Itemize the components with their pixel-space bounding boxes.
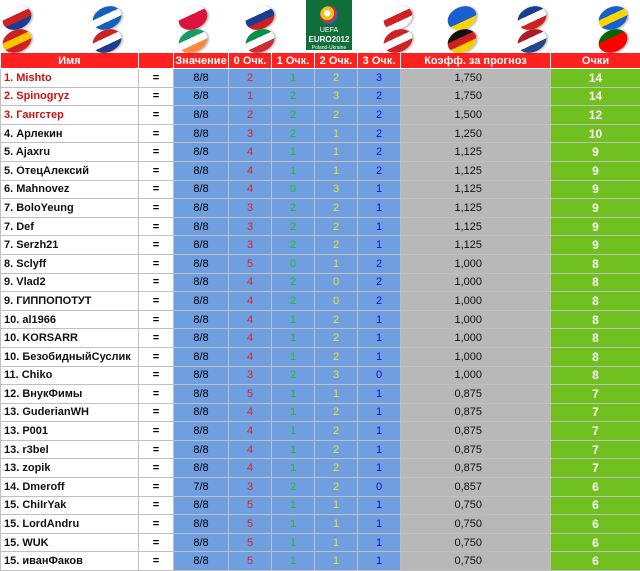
cell-c3[interactable]: 1	[358, 533, 401, 552]
cell-coef[interactable]: 1,000	[401, 310, 551, 329]
cell-name[interactable]: 13. GuderianWH	[1, 403, 139, 422]
table-row[interactable]	[1, 533, 640, 552]
cell-c0[interactable]: 5	[229, 496, 272, 515]
cell-val[interactable]: 8/8	[174, 236, 229, 255]
table-row[interactable]	[1, 403, 640, 422]
cell-pts[interactable]: 12	[551, 106, 640, 125]
cell-c1[interactable]: 1	[272, 459, 315, 478]
cell-c0[interactable]: 4	[229, 292, 272, 311]
header-name[interactable]: Имя	[1, 53, 139, 69]
cell-c1[interactable]: 2	[272, 292, 315, 311]
cell-eq[interactable]: =	[139, 292, 174, 311]
cell-c2[interactable]: 3	[315, 366, 358, 385]
cell-val[interactable]: 8/8	[174, 533, 229, 552]
cell-pts[interactable]: 6	[551, 533, 640, 552]
cell-c2[interactable]: 2	[315, 440, 358, 459]
cell-c1[interactable]: 1	[272, 533, 315, 552]
cell-c1[interactable]: 2	[272, 273, 315, 292]
cell-c2[interactable]: 2	[315, 422, 358, 441]
cell-name[interactable]: 6. Mahnovez	[1, 180, 139, 199]
cell-eq[interactable]: =	[139, 403, 174, 422]
cell-pts[interactable]: 7	[551, 422, 640, 441]
cell-eq[interactable]: =	[139, 236, 174, 255]
flags-banner	[0, 0, 640, 52]
cell-val[interactable]: 8/8	[174, 87, 229, 106]
header-0pts[interactable]: 0 Очк.	[229, 53, 272, 69]
table-row[interactable]	[1, 217, 640, 236]
cell-c0[interactable]: 1	[229, 87, 272, 106]
cell-coef[interactable]: 0,750	[401, 533, 551, 552]
euro-logo-subtitle: Poland-Ukraine	[306, 44, 352, 53]
cell-name[interactable]: 9. Vlad2	[1, 273, 139, 292]
cell-eq[interactable]: =	[139, 254, 174, 273]
cell-pts[interactable]: 9	[551, 143, 640, 162]
cell-c2[interactable]: 1	[315, 552, 358, 571]
cell-c2[interactable]: 3	[315, 180, 358, 199]
table-row[interactable]	[1, 515, 640, 534]
cell-pts[interactable]: 9	[551, 180, 640, 199]
cell-val[interactable]: 8/8	[174, 440, 229, 459]
table-row[interactable]	[1, 236, 640, 255]
cell-name[interactable]: 10. al1966	[1, 310, 139, 329]
cell-c1[interactable]: 0	[272, 254, 315, 273]
cell-c3[interactable]: 1	[358, 180, 401, 199]
cell-c3[interactable]: 2	[358, 106, 401, 125]
cell-coef[interactable]: 0,750	[401, 515, 551, 534]
cell-c2[interactable]: 0	[315, 292, 358, 311]
cell-c0[interactable]: 4	[229, 180, 272, 199]
cell-c2[interactable]: 1	[315, 161, 358, 180]
cell-c0[interactable]: 5	[229, 385, 272, 404]
cell-c2[interactable]: 2	[315, 347, 358, 366]
cell-pts[interactable]: 9	[551, 161, 640, 180]
table-row[interactable]	[1, 496, 640, 515]
header-1pts[interactable]: 1 Очк.	[272, 53, 315, 69]
cell-c2[interactable]: 2	[315, 69, 358, 88]
header-2pts[interactable]: 2 Очк.	[315, 53, 358, 69]
cell-c2[interactable]: 2	[315, 329, 358, 348]
table-row[interactable]	[1, 124, 640, 143]
cell-eq[interactable]: =	[139, 459, 174, 478]
cell-name[interactable]: 13. r3bel	[1, 440, 139, 459]
cell-val[interactable]: 8/8	[174, 422, 229, 441]
cell-eq[interactable]: =	[139, 124, 174, 143]
cell-c2[interactable]: 1	[315, 143, 358, 162]
cell-c1[interactable]: 1	[272, 422, 315, 441]
cell-c3[interactable]: 2	[358, 161, 401, 180]
cell-eq[interactable]: =	[139, 440, 174, 459]
cell-name[interactable]: 15. ChiIrYak	[1, 496, 139, 515]
cell-name[interactable]: 7. Def	[1, 217, 139, 236]
cell-eq[interactable]: =	[139, 366, 174, 385]
header-3pts[interactable]: 3 Очк.	[358, 53, 401, 69]
cell-c3[interactable]: 1	[358, 329, 401, 348]
cell-c1[interactable]: 2	[272, 199, 315, 218]
cell-c2[interactable]: 2	[315, 403, 358, 422]
cell-pts[interactable]: 6	[551, 496, 640, 515]
cell-c2[interactable]: 2	[315, 310, 358, 329]
cell-eq[interactable]: =	[139, 161, 174, 180]
table-row[interactable]	[1, 87, 640, 106]
table-row[interactable]	[1, 478, 640, 497]
euro-logo-text: UEFA	[306, 26, 352, 35]
cell-c1[interactable]: 1	[272, 440, 315, 459]
cell-c1[interactable]: 1	[272, 403, 315, 422]
cell-val[interactable]: 8/8	[174, 329, 229, 348]
cell-pts[interactable]: 14	[551, 69, 640, 88]
cell-eq[interactable]: =	[139, 143, 174, 162]
cell-eq[interactable]: =	[139, 347, 174, 366]
cell-c1[interactable]: 0	[272, 180, 315, 199]
cell-c3[interactable]: 1	[358, 515, 401, 534]
cell-c0[interactable]: 4	[229, 273, 272, 292]
cell-coef[interactable]: 1,750	[401, 69, 551, 88]
cell-pts[interactable]: 7	[551, 385, 640, 404]
cell-c1[interactable]: 1	[272, 552, 315, 571]
cell-name[interactable]: 12. ВнукФимы	[1, 385, 139, 404]
standings-table	[0, 52, 640, 571]
cell-coef[interactable]: 0,875	[401, 459, 551, 478]
cell-name[interactable]: 10. БезобидныйСуслик	[1, 347, 139, 366]
table-row[interactable]	[1, 106, 640, 125]
cell-c3[interactable]: 1	[358, 310, 401, 329]
cell-c0[interactable]: 4	[229, 347, 272, 366]
cell-c2[interactable]: 1	[315, 496, 358, 515]
cell-val[interactable]: 8/8	[174, 496, 229, 515]
cell-c2[interactable]: 1	[315, 533, 358, 552]
cell-coef[interactable]: 1,000	[401, 254, 551, 273]
cell-coef[interactable]: 1,500	[401, 106, 551, 125]
cell-c0[interactable]: 4	[229, 329, 272, 348]
cell-eq[interactable]: =	[139, 87, 174, 106]
cell-name[interactable]: 13. zopik	[1, 459, 139, 478]
cell-coef[interactable]: 1,125	[401, 199, 551, 218]
cell-c2[interactable]: 1	[315, 124, 358, 143]
cell-c2[interactable]: 2	[315, 236, 358, 255]
cell-c2[interactable]: 2	[315, 199, 358, 218]
table-row[interactable]	[1, 292, 640, 311]
cell-coef[interactable]: 0,750	[401, 496, 551, 515]
cell-eq[interactable]: =	[139, 310, 174, 329]
cell-pts[interactable]: 6	[551, 552, 640, 571]
cell-name[interactable]: 1. Mishto	[1, 69, 139, 88]
cell-coef[interactable]: 1,125	[401, 236, 551, 255]
table-row[interactable]	[1, 254, 640, 273]
cell-eq[interactable]: =	[139, 552, 174, 571]
cell-eq[interactable]: =	[139, 496, 174, 515]
cell-c3[interactable]: 2	[358, 143, 401, 162]
cell-c2[interactable]: 2	[315, 217, 358, 236]
cell-eq[interactable]: =	[139, 217, 174, 236]
cell-c0[interactable]: 2	[229, 69, 272, 88]
cell-c1[interactable]: 2	[272, 87, 315, 106]
cell-coef[interactable]: 0,750	[401, 552, 551, 571]
cell-name[interactable]: 4. Арлекин	[1, 124, 139, 143]
euro-logo-title: EURO2012	[306, 35, 352, 44]
cell-c3[interactable]: 2	[358, 124, 401, 143]
cell-val[interactable]: 8/8	[174, 180, 229, 199]
cell-c3[interactable]: 1	[358, 236, 401, 255]
header-coef[interactable]: Коэфф. за прогноз	[401, 53, 551, 69]
cell-name[interactable]: 15. WUK	[1, 533, 139, 552]
cell-name[interactable]: 14. Dmeroff	[1, 478, 139, 497]
cell-c0[interactable]: 3	[229, 366, 272, 385]
cell-val[interactable]: 8/8	[174, 292, 229, 311]
cell-c3[interactable]: 1	[358, 552, 401, 571]
cell-coef[interactable]: 1,250	[401, 124, 551, 143]
cell-c0[interactable]: 2	[229, 106, 272, 125]
cell-c3[interactable]: 2	[358, 292, 401, 311]
cell-c3[interactable]: 1	[358, 403, 401, 422]
cell-c1[interactable]: 1	[272, 385, 315, 404]
cell-name[interactable]: 5. Ajaxru	[1, 143, 139, 162]
cell-pts[interactable]: 6	[551, 515, 640, 534]
cell-pts[interactable]: 8	[551, 347, 640, 366]
table-row[interactable]	[1, 329, 640, 348]
cell-val[interactable]: 8/8	[174, 515, 229, 534]
cell-c0[interactable]: 4	[229, 422, 272, 441]
cell-c3[interactable]: 1	[358, 440, 401, 459]
cell-val[interactable]: 8/8	[174, 124, 229, 143]
cell-coef[interactable]: 0,875	[401, 403, 551, 422]
cell-c3[interactable]: 0	[358, 478, 401, 497]
table-row[interactable]	[1, 273, 640, 292]
cell-c3[interactable]: 3	[358, 69, 401, 88]
cell-coef[interactable]: 0,875	[401, 385, 551, 404]
cell-name[interactable]: 15. иванФаков	[1, 552, 139, 571]
cell-eq[interactable]: =	[139, 180, 174, 199]
table-row[interactable]	[1, 459, 640, 478]
cell-c0[interactable]: 5	[229, 254, 272, 273]
cell-c2[interactable]: 0	[315, 273, 358, 292]
header-value[interactable]: Значение	[174, 53, 229, 69]
cell-pts[interactable]: 8	[551, 273, 640, 292]
cell-eq[interactable]: =	[139, 106, 174, 125]
cell-c1[interactable]: 2	[272, 217, 315, 236]
cell-pts[interactable]: 9	[551, 199, 640, 218]
cell-c0[interactable]: 4	[229, 440, 272, 459]
cell-c2[interactable]: 1	[315, 515, 358, 534]
cell-eq[interactable]: =	[139, 422, 174, 441]
cell-val[interactable]: 8/8	[174, 310, 229, 329]
cell-val[interactable]: 8/8	[174, 459, 229, 478]
cell-val[interactable]: 8/8	[174, 552, 229, 571]
cell-coef[interactable]: 0,875	[401, 440, 551, 459]
cell-c3[interactable]: 1	[358, 385, 401, 404]
cell-pts[interactable]: 14	[551, 87, 640, 106]
cell-pts[interactable]: 8	[551, 254, 640, 273]
cell-val[interactable]: 8/8	[174, 161, 229, 180]
cell-c2[interactable]: 3	[315, 87, 358, 106]
cell-c1[interactable]: 1	[272, 161, 315, 180]
cell-c0[interactable]: 3	[229, 236, 272, 255]
cell-name[interactable]: 10. KORSARR	[1, 329, 139, 348]
cell-pts[interactable]: 7	[551, 440, 640, 459]
cell-pts[interactable]: 10	[551, 124, 640, 143]
cell-c0[interactable]: 4	[229, 161, 272, 180]
cell-val[interactable]: 8/8	[174, 403, 229, 422]
cell-val[interactable]: 8/8	[174, 106, 229, 125]
table-row[interactable]	[1, 422, 640, 441]
cell-coef[interactable]: 1,000	[401, 366, 551, 385]
cell-c2[interactable]: 2	[315, 478, 358, 497]
cell-c3[interactable]: 1	[358, 199, 401, 218]
table-row[interactable]	[1, 366, 640, 385]
header-eq[interactable]	[139, 53, 174, 69]
cell-pts[interactable]: 8	[551, 366, 640, 385]
table-row[interactable]	[1, 440, 640, 459]
cell-c1[interactable]: 2	[272, 478, 315, 497]
table-row[interactable]	[1, 180, 640, 199]
cell-c3[interactable]: 2	[358, 87, 401, 106]
table-row[interactable]	[1, 552, 640, 571]
cell-pts[interactable]: 9	[551, 236, 640, 255]
cell-pts[interactable]: 8	[551, 310, 640, 329]
cell-c0[interactable]: 5	[229, 515, 272, 534]
cell-name[interactable]: 11. Chiko	[1, 366, 139, 385]
table-body	[1, 69, 640, 571]
cell-coef[interactable]: 1,000	[401, 329, 551, 348]
cell-eq[interactable]: =	[139, 199, 174, 218]
cell-eq[interactable]: =	[139, 385, 174, 404]
cell-c2[interactable]: 2	[315, 106, 358, 125]
cell-coef[interactable]: 1,125	[401, 143, 551, 162]
cell-pts[interactable]: 8	[551, 292, 640, 311]
cell-val[interactable]: 8/8	[174, 69, 229, 88]
cell-val[interactable]: 7/8	[174, 478, 229, 497]
cell-name[interactable]: 7. Serzh21	[1, 236, 139, 255]
cell-coef[interactable]: 1,000	[401, 347, 551, 366]
cell-c1[interactable]: 2	[272, 124, 315, 143]
cell-pts[interactable]: 6	[551, 478, 640, 497]
cell-coef[interactable]: 1,125	[401, 217, 551, 236]
euro2012-logo	[306, 0, 352, 50]
cell-pts[interactable]: 9	[551, 217, 640, 236]
cell-c1[interactable]: 2	[272, 366, 315, 385]
table-row[interactable]	[1, 385, 640, 404]
cell-pts[interactable]: 7	[551, 403, 640, 422]
header-points[interactable]: Очки	[551, 53, 640, 69]
table-row[interactable]	[1, 161, 640, 180]
cell-c3[interactable]: 1	[358, 422, 401, 441]
table-row[interactable]	[1, 310, 640, 329]
euro-ball-icon	[320, 6, 338, 24]
cell-eq[interactable]: =	[139, 478, 174, 497]
cell-name[interactable]: 8. Sclyff	[1, 254, 139, 273]
cell-name[interactable]: 2. Spinogryz	[1, 87, 139, 106]
cell-c0[interactable]: 4	[229, 459, 272, 478]
cell-c0[interactable]: 4	[229, 310, 272, 329]
cell-c0[interactable]: 3	[229, 478, 272, 497]
cell-coef[interactable]: 1,125	[401, 161, 551, 180]
cell-c1[interactable]: 1	[272, 329, 315, 348]
cell-c1[interactable]: 1	[272, 496, 315, 515]
cell-c0[interactable]: 3	[229, 199, 272, 218]
cell-coef[interactable]: 0,857	[401, 478, 551, 497]
cell-val[interactable]: 8/8	[174, 217, 229, 236]
cell-c0[interactable]: 4	[229, 403, 272, 422]
cell-name[interactable]: 3. Гангстер	[1, 106, 139, 125]
table-header-row	[1, 53, 640, 69]
cell-val[interactable]: 8/8	[174, 366, 229, 385]
cell-c2[interactable]: 1	[315, 385, 358, 404]
cell-c1[interactable]: 1	[272, 69, 315, 88]
cell-val[interactable]: 8/8	[174, 347, 229, 366]
cell-c1[interactable]: 1	[272, 310, 315, 329]
cell-val[interactable]: 8/8	[174, 199, 229, 218]
cell-coef[interactable]: 1,000	[401, 292, 551, 311]
cell-eq[interactable]: =	[139, 273, 174, 292]
cell-c0[interactable]: 3	[229, 217, 272, 236]
cell-c3[interactable]: 2	[358, 254, 401, 273]
cell-c3[interactable]: 0	[358, 366, 401, 385]
cell-eq[interactable]: =	[139, 69, 174, 88]
table-row[interactable]	[1, 143, 640, 162]
cell-name[interactable]: 7. BoloYeung	[1, 199, 139, 218]
cell-name[interactable]: 5. ОтецАлексий	[1, 161, 139, 180]
cell-name[interactable]: 13. P001	[1, 422, 139, 441]
cell-c1[interactable]: 1	[272, 143, 315, 162]
cell-coef[interactable]: 1,000	[401, 273, 551, 292]
cell-c1[interactable]: 2	[272, 106, 315, 125]
cell-c0[interactable]: 5	[229, 533, 272, 552]
cell-coef[interactable]: 1,750	[401, 87, 551, 106]
cell-c2[interactable]: 2	[315, 459, 358, 478]
cell-c0[interactable]: 4	[229, 143, 272, 162]
cell-pts[interactable]: 8	[551, 329, 640, 348]
cell-c1[interactable]: 1	[272, 347, 315, 366]
cell-val[interactable]: 8/8	[174, 385, 229, 404]
table-row[interactable]	[1, 347, 640, 366]
cell-c3[interactable]: 1	[358, 496, 401, 515]
cell-c3[interactable]: 2	[358, 273, 401, 292]
cell-c1[interactable]: 1	[272, 515, 315, 534]
cell-c1[interactable]: 2	[272, 236, 315, 255]
table-row[interactable]	[1, 199, 640, 218]
cell-eq[interactable]: =	[139, 329, 174, 348]
cell-pts[interactable]: 7	[551, 459, 640, 478]
cell-val[interactable]: 8/8	[174, 273, 229, 292]
cell-c3[interactable]: 1	[358, 347, 401, 366]
cell-c3[interactable]: 1	[358, 217, 401, 236]
cell-eq[interactable]: =	[139, 515, 174, 534]
cell-c3[interactable]: 1	[358, 459, 401, 478]
cell-coef[interactable]: 0,875	[401, 422, 551, 441]
cell-val[interactable]: 8/8	[174, 254, 229, 273]
cell-c0[interactable]: 3	[229, 124, 272, 143]
cell-val[interactable]: 8/8	[174, 143, 229, 162]
cell-name[interactable]: 9. ГИППОПОТУТ	[1, 292, 139, 311]
table-row[interactable]	[1, 69, 640, 88]
cell-name[interactable]: 15. LordAndru	[1, 515, 139, 534]
cell-c0[interactable]: 5	[229, 552, 272, 571]
cell-coef[interactable]: 1,125	[401, 180, 551, 199]
cell-c2[interactable]: 1	[315, 254, 358, 273]
cell-eq[interactable]: =	[139, 533, 174, 552]
